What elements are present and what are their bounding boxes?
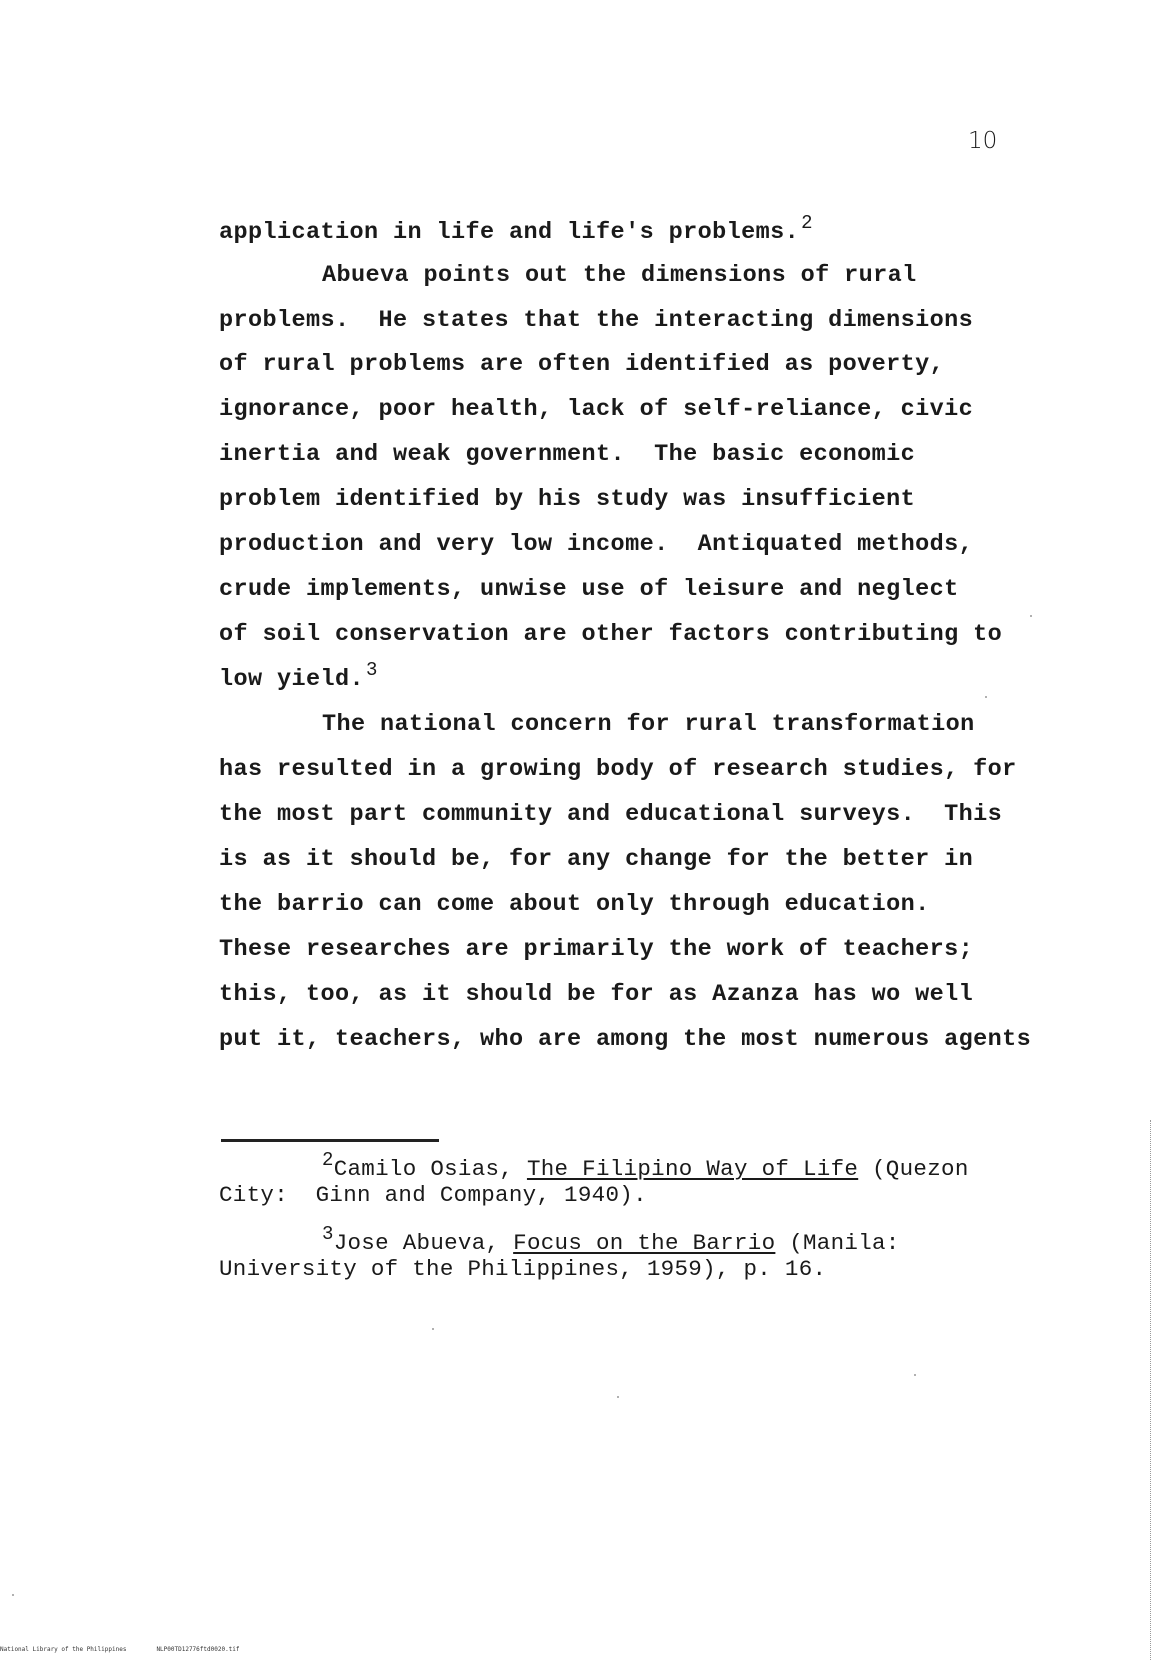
body-line: is as it should be, for any change for the better in: [219, 846, 974, 873]
speck: [432, 1328, 434, 1330]
body-line: crude implements, unwise use of leisure and neglect: [219, 576, 959, 603]
speck: [914, 1374, 916, 1376]
body-line: These researches are primarily the work of teachers;: [219, 936, 974, 963]
footnote-mark: 2: [322, 1149, 334, 1171]
footnote-rule: [221, 1139, 439, 1142]
body-line: application in life and life's problems. $^2$: [219, 212, 813, 246]
scan-footer: National Library of the Philippines NLP00TD12776ftd0020.tif: [0, 1646, 240, 1653]
citation-title: Focus on the Barrio: [513, 1230, 776, 1256]
footnote-line: $^3$Jose Abueva, Focus on the Barrio (Manila:: [322, 1223, 900, 1256]
footnote-line: City: Ginn and Company, 1940).: [219, 1182, 647, 1208]
body-line: Abueva points out the dimensions of rural: [322, 262, 917, 289]
footnote-ref: 2: [801, 212, 813, 234]
citation-title: The Filipino Way of Life: [526, 1156, 859, 1182]
body-line: production and very low income. Antiquated methods,: [219, 531, 974, 558]
body-line: the most part community and educational surveys. This: [219, 801, 1003, 828]
speck: [12, 1594, 14, 1596]
body-line: ignorance, poor health, lack of self-reliance, civic: [219, 396, 974, 423]
footnote-mark: 3: [322, 1223, 334, 1245]
footnote-ref: 3: [366, 659, 378, 681]
body-line: problem identified by his study was insufficient: [219, 486, 916, 513]
footnote-line: University of the Philippines, 1959), p. 16.: [219, 1256, 827, 1282]
speck: [985, 696, 987, 698]
speck: [1030, 615, 1032, 617]
body-line: the barrio can come about only through education.: [219, 891, 930, 918]
body-line: put it, teachers, who are among the most numerous agents: [219, 1026, 1032, 1053]
body-line: this, too, as it should be for as Azanza has wo well: [219, 981, 974, 1008]
body-line: inertia and weak government. The basic economic: [219, 441, 916, 468]
body-line: of soil conservation are other factors contributing to: [219, 621, 1003, 648]
body-line: of rural problems are often identified as poverty,: [219, 351, 945, 378]
body-line: The national concern for rural transformation: [322, 711, 975, 738]
footnote-line: $^2$Camilo Osias, The Filipino Way of Life (Quezon: [322, 1149, 969, 1182]
scan-edge: [1150, 1120, 1152, 1660]
body-line: has resulted in a growing body of research studies, for: [219, 756, 1017, 783]
page-number: 10: [968, 128, 998, 154]
body-line: problems. He states that the interacting dimensions: [219, 307, 974, 334]
speck: [617, 1396, 619, 1398]
body-line: low yield. $^3$: [219, 659, 378, 693]
